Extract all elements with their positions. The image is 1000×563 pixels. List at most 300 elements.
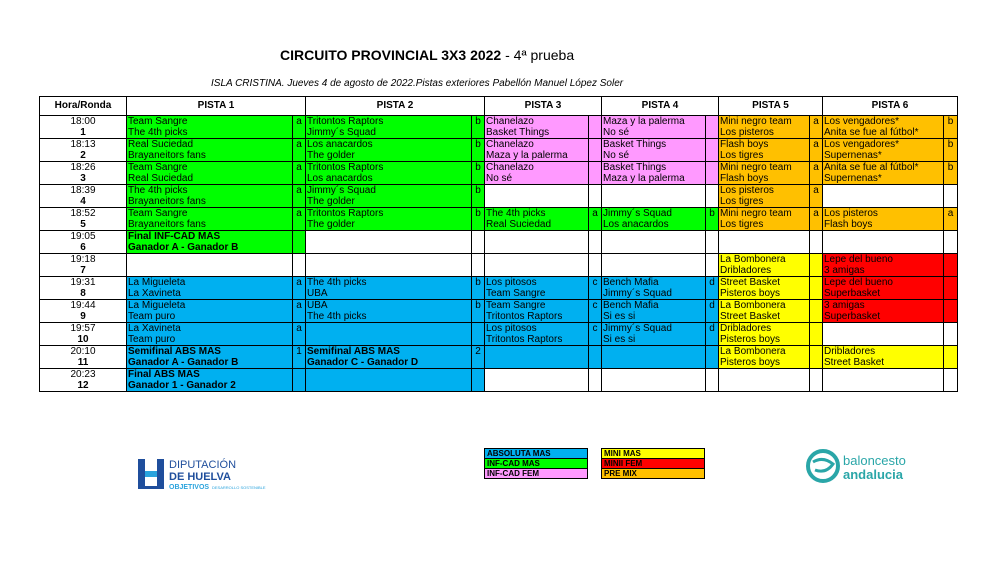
match-team-2 bbox=[719, 242, 810, 254]
group-letter-spacer bbox=[589, 334, 602, 346]
round-row bbox=[40, 162, 958, 174]
match-team-2: Flash boys bbox=[823, 219, 944, 231]
group-letter: d bbox=[706, 277, 719, 289]
match-team-1: Los pitosos bbox=[485, 277, 589, 289]
match-team-1: The 4th picks bbox=[485, 208, 589, 220]
match-team-1 bbox=[602, 369, 706, 381]
match-team-1: Chanelazo bbox=[485, 162, 589, 174]
round-time: 20:23 bbox=[40, 369, 127, 381]
group-letter bbox=[810, 254, 823, 266]
match-team-1: Chanelazo bbox=[485, 139, 589, 151]
match-team-2: Los anacardos bbox=[306, 173, 472, 185]
round-time: 18:52 bbox=[40, 208, 127, 220]
group-letter-spacer bbox=[944, 265, 958, 277]
round-row-second-line bbox=[40, 380, 958, 392]
group-letter-spacer bbox=[472, 265, 485, 277]
match-team-2 bbox=[485, 380, 589, 392]
legend-absoluta-mas: ABSOLUTA MAS bbox=[485, 449, 588, 459]
match-team-1 bbox=[602, 254, 706, 266]
group-letter: b bbox=[944, 116, 958, 128]
match-team-1 bbox=[485, 346, 589, 358]
group-letter-spacer bbox=[293, 265, 306, 277]
round-row-second-line bbox=[40, 288, 958, 300]
group-letter-spacer bbox=[472, 311, 485, 323]
group-letter: a bbox=[293, 300, 306, 312]
group-letter bbox=[944, 300, 958, 312]
round-row-second-line bbox=[40, 219, 958, 231]
svg-text:andalucia: andalucia bbox=[843, 467, 903, 482]
group-letter: a bbox=[589, 208, 602, 220]
match-team-1 bbox=[823, 323, 944, 335]
match-team-1: Tritontos Raptors bbox=[306, 208, 472, 220]
header-pista-3: PISTA 3 bbox=[485, 97, 602, 116]
group-letter bbox=[706, 139, 719, 151]
group-letter-spacer bbox=[472, 150, 485, 162]
group-letter-spacer bbox=[944, 127, 958, 139]
match-team-2: Tritontos Raptors bbox=[485, 311, 589, 323]
round-row-second-line bbox=[40, 150, 958, 162]
match-team-2: The 4th picks bbox=[127, 127, 293, 139]
round-row-second-line bbox=[40, 242, 958, 254]
match-team-1: Team Sangre bbox=[127, 208, 293, 220]
svg-text:OBJETIVOS: OBJETIVOS bbox=[169, 484, 210, 491]
group-letter bbox=[944, 231, 958, 243]
group-letter-spacer bbox=[293, 150, 306, 162]
match-team-1: Bench Mafia bbox=[602, 277, 706, 289]
match-team-2: Team puro bbox=[127, 311, 293, 323]
group-letter bbox=[706, 116, 719, 128]
group-letter-spacer bbox=[589, 380, 602, 392]
group-letter: a bbox=[293, 139, 306, 151]
match-team-1: Mini negro team bbox=[719, 162, 810, 174]
round-row-second-line bbox=[40, 265, 958, 277]
round-number: 3 bbox=[40, 173, 127, 185]
svg-text:DESARROLLO SOSTENIBLE: DESARROLLO SOSTENIBLE bbox=[212, 485, 266, 490]
group-letter: d bbox=[706, 323, 719, 335]
match-team-1: La Migueleta bbox=[127, 300, 293, 312]
group-letter bbox=[944, 277, 958, 289]
group-letter-spacer bbox=[810, 219, 823, 231]
match-team-1: Lepe del bueno bbox=[823, 254, 944, 266]
match-team-1: Tritontos Raptors bbox=[306, 162, 472, 174]
round-time: 19:57 bbox=[40, 323, 127, 335]
match-team-2 bbox=[306, 334, 472, 346]
round-row-second-line bbox=[40, 127, 958, 139]
page-subtitle: ISLA CRISTINA. Jueves 4 de agosto de 2022.Pistas exteriores Pabellón Manuel López Soler bbox=[211, 78, 624, 89]
group-letter-spacer bbox=[706, 357, 719, 369]
match-team-2: Ganador C - Ganador D bbox=[306, 357, 472, 369]
round-number: 2 bbox=[40, 150, 127, 162]
group-letter: b bbox=[472, 208, 485, 220]
match-team-2 bbox=[823, 334, 944, 346]
round-time: 18:13 bbox=[40, 139, 127, 151]
group-letter-spacer bbox=[472, 357, 485, 369]
group-letter-spacer bbox=[293, 196, 306, 208]
legend-categories-right bbox=[601, 448, 705, 479]
match-team-2: Superbasket bbox=[823, 288, 944, 300]
group-letter-spacer bbox=[293, 219, 306, 231]
group-letter-spacer bbox=[810, 196, 823, 208]
match-team-1: Real Suciedad bbox=[127, 139, 293, 151]
group-letter-spacer bbox=[589, 288, 602, 300]
group-letter: b bbox=[472, 116, 485, 128]
match-team-2: No sé bbox=[602, 127, 706, 139]
match-team-2 bbox=[306, 265, 472, 277]
match-team-2: Supernenas* bbox=[823, 173, 944, 185]
match-team-2: Anita se fue al fútbol* bbox=[823, 127, 944, 139]
round-row bbox=[40, 139, 958, 151]
match-team-1: Tritontos Raptors bbox=[306, 116, 472, 128]
match-team-1: La Bombonera bbox=[719, 346, 810, 358]
group-letter-spacer bbox=[472, 288, 485, 300]
match-team-1 bbox=[485, 254, 589, 266]
group-letter-spacer bbox=[589, 173, 602, 185]
match-team-2 bbox=[602, 242, 706, 254]
baloncesto-andalucia-logo bbox=[806, 448, 946, 484]
match-team-2 bbox=[602, 265, 706, 277]
group-letter-spacer bbox=[944, 288, 958, 300]
round-time: 18:00 bbox=[40, 116, 127, 128]
group-letter bbox=[589, 116, 602, 128]
group-letter: b bbox=[472, 162, 485, 174]
group-letter bbox=[472, 254, 485, 266]
match-team-1: Bench Mafia bbox=[602, 300, 706, 312]
group-letter-spacer bbox=[293, 288, 306, 300]
group-letter bbox=[810, 277, 823, 289]
group-letter: a bbox=[810, 185, 823, 197]
group-letter bbox=[589, 346, 602, 358]
group-letter-spacer bbox=[944, 196, 958, 208]
group-letter bbox=[706, 369, 719, 381]
match-team-2 bbox=[127, 265, 293, 277]
group-letter: c bbox=[589, 300, 602, 312]
round-time: 19:05 bbox=[40, 231, 127, 243]
header-row bbox=[40, 97, 958, 116]
group-letter-spacer bbox=[293, 334, 306, 346]
match-team-2: Team Sangre bbox=[485, 288, 589, 300]
group-letter bbox=[944, 254, 958, 266]
match-team-2: Basket Things bbox=[485, 127, 589, 139]
svg-text:baloncesto: baloncesto bbox=[843, 453, 906, 468]
group-letter bbox=[944, 369, 958, 381]
group-letter: c bbox=[589, 277, 602, 289]
group-letter-spacer bbox=[810, 150, 823, 162]
group-letter bbox=[472, 231, 485, 243]
round-number: 10 bbox=[40, 334, 127, 346]
diputacion-huelva-logo bbox=[138, 456, 278, 492]
group-letter: a bbox=[293, 185, 306, 197]
page-title: CIRCUITO PROVINCIAL 3X3 2022 - 4ª prueba bbox=[280, 47, 575, 63]
match-team-1 bbox=[485, 185, 589, 197]
group-letter-spacer bbox=[706, 265, 719, 277]
match-team-2: The 4th picks bbox=[306, 311, 472, 323]
match-team-1: Team Sangre bbox=[127, 162, 293, 174]
match-team-2: Jimmy´s Squad bbox=[602, 288, 706, 300]
match-team-1: Basket Things bbox=[602, 162, 706, 174]
match-team-1: Basket Things bbox=[602, 139, 706, 151]
group-letter-spacer bbox=[944, 219, 958, 231]
match-team-1 bbox=[602, 185, 706, 197]
round-number: 9 bbox=[40, 311, 127, 323]
group-letter-spacer bbox=[472, 380, 485, 392]
group-letter: a bbox=[810, 162, 823, 174]
group-letter: a bbox=[944, 208, 958, 220]
group-letter bbox=[589, 231, 602, 243]
diputacion-h-icon bbox=[138, 459, 164, 489]
match-team-1: Dribladores bbox=[823, 346, 944, 358]
match-team-2 bbox=[306, 242, 472, 254]
match-team-1 bbox=[306, 323, 472, 335]
match-team-2: 3 amigas bbox=[823, 265, 944, 277]
group-letter bbox=[944, 185, 958, 197]
group-letter bbox=[810, 346, 823, 358]
match-team-2 bbox=[823, 242, 944, 254]
match-team-2 bbox=[485, 357, 589, 369]
group-letter-spacer bbox=[706, 173, 719, 185]
group-letter bbox=[589, 139, 602, 151]
match-team-2: Street Basket bbox=[823, 357, 944, 369]
match-team-2: The golder bbox=[306, 219, 472, 231]
group-letter-spacer bbox=[472, 196, 485, 208]
group-letter-spacer bbox=[589, 150, 602, 162]
match-team-1: Los pitosos bbox=[485, 323, 589, 335]
group-letter bbox=[293, 254, 306, 266]
round-number: 8 bbox=[40, 288, 127, 300]
group-letter: a bbox=[810, 139, 823, 151]
match-team-2: The golder bbox=[306, 150, 472, 162]
round-time: 20:10 bbox=[40, 346, 127, 358]
group-letter-spacer bbox=[706, 127, 719, 139]
round-row-second-line bbox=[40, 311, 958, 323]
round-time: 19:44 bbox=[40, 300, 127, 312]
match-team-2 bbox=[719, 380, 810, 392]
round-row bbox=[40, 369, 958, 381]
group-letter-spacer bbox=[589, 196, 602, 208]
round-row bbox=[40, 231, 958, 243]
match-team-1 bbox=[306, 231, 472, 243]
header-pista-6: PISTA 6 bbox=[823, 97, 958, 116]
group-letter-spacer bbox=[589, 219, 602, 231]
group-letter-spacer bbox=[810, 380, 823, 392]
legend-mini-mas: MINI MAS bbox=[602, 449, 705, 459]
match-team-1: UBA bbox=[306, 300, 472, 312]
match-team-1: Semifinal ABS MAS bbox=[127, 346, 293, 358]
group-letter-spacer bbox=[944, 150, 958, 162]
match-team-1: Jimmy´s Squad bbox=[602, 208, 706, 220]
svg-text:DE HUELVA: DE HUELVA bbox=[169, 471, 231, 483]
round-number: 11 bbox=[40, 357, 127, 369]
group-letter-spacer bbox=[472, 127, 485, 139]
match-team-1 bbox=[485, 369, 589, 381]
match-team-2: Supernenas* bbox=[823, 150, 944, 162]
match-team-1: Mini negro team bbox=[719, 116, 810, 128]
match-team-1: Street Basket bbox=[719, 277, 810, 289]
match-team-2 bbox=[485, 265, 589, 277]
round-row bbox=[40, 208, 958, 220]
match-team-2: Pisteros boys bbox=[719, 357, 810, 369]
round-time: 19:18 bbox=[40, 254, 127, 266]
round-row bbox=[40, 346, 958, 358]
match-team-2: Brayaneitors fans bbox=[127, 219, 293, 231]
group-letter bbox=[706, 231, 719, 243]
round-row bbox=[40, 185, 958, 197]
match-team-2: Los tigres bbox=[719, 196, 810, 208]
match-team-2: Flash boys bbox=[719, 173, 810, 185]
group-letter bbox=[706, 185, 719, 197]
match-team-1: Flash boys bbox=[719, 139, 810, 151]
group-letter-spacer bbox=[944, 357, 958, 369]
group-letter-spacer bbox=[472, 219, 485, 231]
group-letter: 1 bbox=[293, 346, 306, 358]
match-team-1: Jimmy´s Squad bbox=[306, 185, 472, 197]
match-team-2: No sé bbox=[602, 150, 706, 162]
group-letter bbox=[810, 323, 823, 335]
match-team-1 bbox=[719, 369, 810, 381]
match-team-1: 3 amigas bbox=[823, 300, 944, 312]
group-letter bbox=[706, 254, 719, 266]
group-letter-spacer bbox=[293, 380, 306, 392]
group-letter-spacer bbox=[810, 334, 823, 346]
group-letter: b bbox=[472, 277, 485, 289]
match-team-1: Los anacardos bbox=[306, 139, 472, 151]
match-team-2: Maza y la palerma bbox=[485, 150, 589, 162]
match-team-2 bbox=[306, 380, 472, 392]
group-letter bbox=[810, 231, 823, 243]
match-team-2 bbox=[823, 196, 944, 208]
group-letter-spacer bbox=[706, 311, 719, 323]
match-team-2 bbox=[485, 242, 589, 254]
match-team-2 bbox=[602, 380, 706, 392]
group-letter-spacer bbox=[706, 219, 719, 231]
group-letter-spacer bbox=[589, 357, 602, 369]
match-team-1 bbox=[823, 231, 944, 243]
match-team-1: Semifinal ABS MAS bbox=[306, 346, 472, 358]
group-letter-spacer bbox=[944, 380, 958, 392]
round-number: 1 bbox=[40, 127, 127, 139]
match-team-2: Los tigres bbox=[719, 219, 810, 231]
group-letter bbox=[293, 231, 306, 243]
basketball-swirl-icon bbox=[808, 451, 838, 481]
match-team-1: Mini negro team bbox=[719, 208, 810, 220]
match-team-2: La Xavineta bbox=[127, 288, 293, 300]
match-team-2: Jimmy´s Squad bbox=[306, 127, 472, 139]
group-letter bbox=[589, 369, 602, 381]
header-pista-1: PISTA 1 bbox=[127, 97, 306, 116]
group-letter: b bbox=[944, 139, 958, 151]
round-row bbox=[40, 116, 958, 128]
group-letter-spacer bbox=[293, 357, 306, 369]
group-letter-spacer bbox=[589, 127, 602, 139]
match-team-2: Ganador A - Ganador B bbox=[127, 242, 293, 254]
round-number: 5 bbox=[40, 219, 127, 231]
group-letter-spacer bbox=[589, 242, 602, 254]
match-team-2: Los pisteros bbox=[719, 127, 810, 139]
match-team-2: Los tigres bbox=[719, 150, 810, 162]
match-team-2: Ganador 1 - Ganador 2 bbox=[127, 380, 293, 392]
group-letter bbox=[589, 254, 602, 266]
match-team-1: Los pisteros bbox=[719, 185, 810, 197]
group-letter-spacer bbox=[810, 311, 823, 323]
match-team-1 bbox=[306, 369, 472, 381]
match-team-2: Pisteros boys bbox=[719, 334, 810, 346]
group-letter: a bbox=[293, 277, 306, 289]
group-letter: d bbox=[706, 300, 719, 312]
match-team-2: Tritontos Raptors bbox=[485, 334, 589, 346]
group-letter bbox=[706, 162, 719, 174]
legend-inf-cad-fem: INF-CAD FEM bbox=[485, 469, 588, 479]
match-team-2: Los anacardos bbox=[602, 219, 706, 231]
round-row bbox=[40, 254, 958, 266]
group-letter: b bbox=[706, 208, 719, 220]
match-team-1 bbox=[485, 231, 589, 243]
match-team-2: Superbasket bbox=[823, 311, 944, 323]
match-team-1 bbox=[306, 254, 472, 266]
group-letter-spacer bbox=[810, 288, 823, 300]
match-team-1 bbox=[602, 231, 706, 243]
match-team-1: Chanelazo bbox=[485, 116, 589, 128]
legend-categories-left bbox=[484, 448, 588, 479]
schedule-table bbox=[39, 96, 958, 392]
group-letter-spacer bbox=[706, 196, 719, 208]
round-row bbox=[40, 277, 958, 289]
legend-inf-cad-mas: INF-CAD MAS bbox=[485, 459, 588, 469]
match-team-2: Pisteros boys bbox=[719, 288, 810, 300]
match-team-2: Real Suciedad bbox=[127, 173, 293, 185]
group-letter bbox=[293, 369, 306, 381]
match-team-1: Final ABS MAS bbox=[127, 369, 293, 381]
round-row-second-line bbox=[40, 357, 958, 369]
match-team-2: Real Suciedad bbox=[485, 219, 589, 231]
match-team-1: La Bombonera bbox=[719, 300, 810, 312]
group-letter-spacer bbox=[810, 173, 823, 185]
match-team-2: Team puro bbox=[127, 334, 293, 346]
match-team-1: Los pisteros bbox=[823, 208, 944, 220]
group-letter-spacer bbox=[944, 311, 958, 323]
round-row-second-line bbox=[40, 173, 958, 185]
match-team-1: Team Sangre bbox=[485, 300, 589, 312]
group-letter-spacer bbox=[589, 311, 602, 323]
match-team-1: Team Sangre bbox=[127, 116, 293, 128]
group-letter bbox=[810, 300, 823, 312]
legend-minii-fem: MINII FEM bbox=[602, 459, 705, 469]
group-letter-spacer bbox=[472, 334, 485, 346]
group-letter-spacer bbox=[810, 357, 823, 369]
match-team-2 bbox=[485, 196, 589, 208]
group-letter bbox=[472, 369, 485, 381]
match-team-1 bbox=[823, 185, 944, 197]
match-team-1 bbox=[823, 369, 944, 381]
group-letter: a bbox=[293, 208, 306, 220]
group-letter: 2 bbox=[472, 346, 485, 358]
group-letter-spacer bbox=[944, 242, 958, 254]
match-team-1: La Xavineta bbox=[127, 323, 293, 335]
match-team-2: Ganador A - Ganador B bbox=[127, 357, 293, 369]
match-team-2 bbox=[602, 196, 706, 208]
match-team-1: Lepe del bueno bbox=[823, 277, 944, 289]
group-letter bbox=[810, 369, 823, 381]
round-time: 19:31 bbox=[40, 277, 127, 289]
group-letter-spacer bbox=[944, 334, 958, 346]
match-team-2: Si es si bbox=[602, 311, 706, 323]
legend-pre-mix: PRE MIX bbox=[602, 469, 705, 479]
match-team-1: Los vengadores* bbox=[823, 116, 944, 128]
group-letter: c bbox=[589, 323, 602, 335]
match-team-2: Brayaneitors fans bbox=[127, 150, 293, 162]
match-team-1 bbox=[719, 231, 810, 243]
round-number: 7 bbox=[40, 265, 127, 277]
round-number: 4 bbox=[40, 196, 127, 208]
match-team-2: No sé bbox=[485, 173, 589, 185]
